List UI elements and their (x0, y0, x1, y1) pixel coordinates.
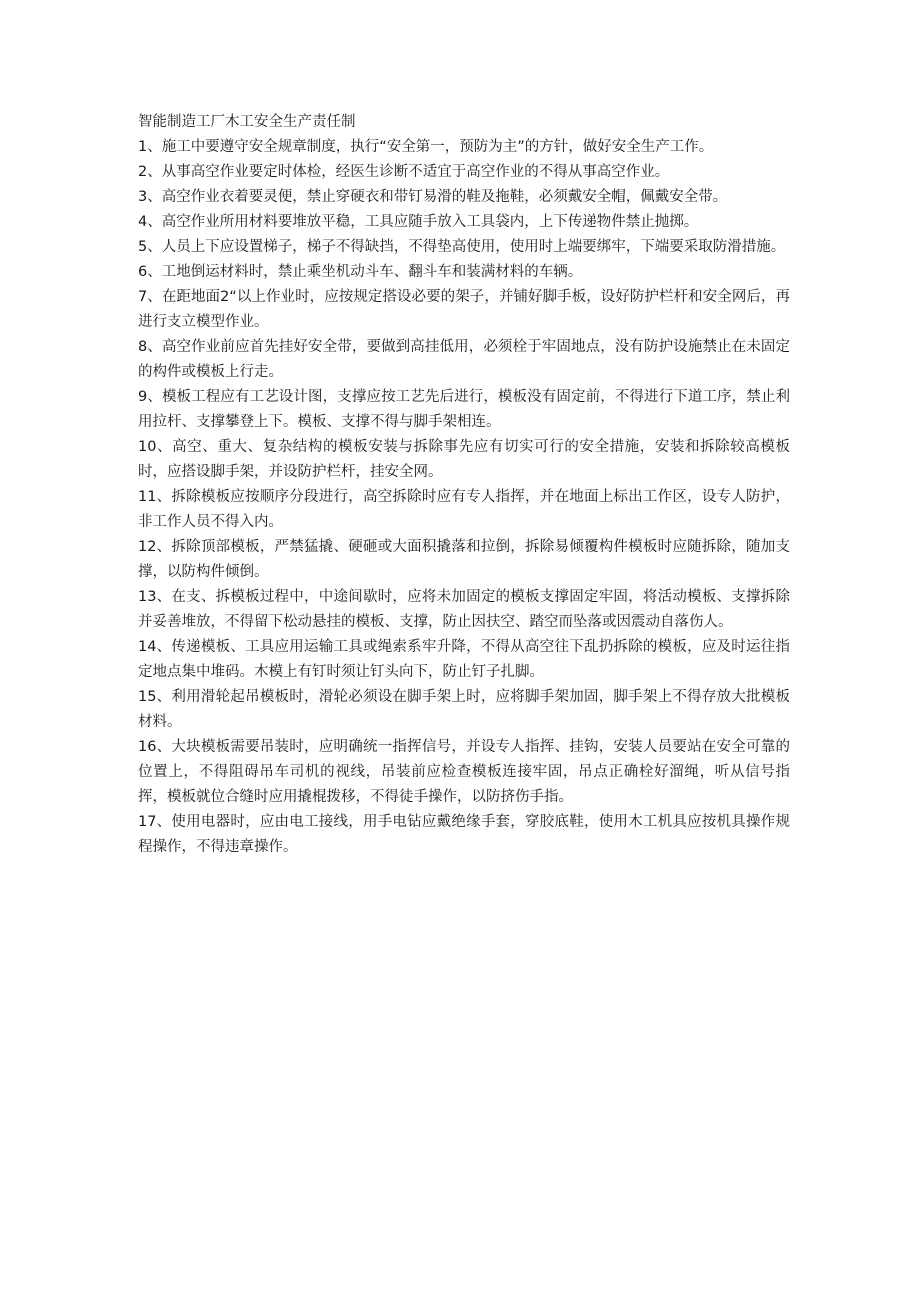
rule-item: 4、高空作业所用材料要堆放平稳，工具应随手放入工具袋内，上下传递物件禁止抛掷。 (138, 214, 699, 230)
rule-item: 15、利用滑轮起吊模板时，滑轮必须设在脚手架上时，应将脚手架加固，脚手架上不得存放大批模板材料。 (138, 689, 790, 730)
document-title: 智能制造工厂木工安全生产责任制 (138, 114, 356, 130)
rule-item: 8、高空作业前应首先挂好安全带，要做到高挂低用，必须栓于牢固地点，没有防护设施禁止在未固定的构件或模板上行走。 (138, 339, 790, 380)
rule-item: 11、拆除模板应按顺序分段进行，高空拆除时应有专人指挥，并在地面上标出工作区，设专人防护，非工作人员不得入内。 (138, 489, 790, 530)
rule-item: 13、在支、拆模板过程中，中途间歇时，应将未加固定的模板支撑固定牢固，将活动模板、支撑拆除并妥善堆放，不得留下松动悬挂的模板、支撑，防止因扶空、踏空而坠落或因震动自落伤人。 (138, 589, 790, 630)
rule-item: 1、施工中要遵守安全规章制度，执行“安全第一，预防为主”的方针，做好安全生产工作。 (138, 139, 714, 155)
rule-item: 17、使用电器时，应由电工接线，用手电钻应戴绝缘手套，穿胶底鞋，使用木工机具应按机具操作规程操作，不得违章操作。 (138, 814, 790, 855)
rule-item: 16、大块模板需要吊装时，应明确统一指挥信号，并设专人指挥、挂钩，安装人员要站在安全可靠的位置上，不得阻碍吊车司机的视线，吊装前应检查模板连接牢固，吊点正确栓好溜绳，听从信号指挥，模板就位合缝时应用撬棍拨移，不得徒手操作，以防挤伤手指。 (138, 739, 790, 805)
rule-item: 12、拆除顶部模板，严禁猛撬、硬砸或大面积撬落和拉倒，拆除易倾覆构件模板时应随拆除，随加支撑，以防构件倾倒。 (138, 539, 790, 580)
rule-item: 6、工地倒运材料时，禁止乘坐机动斗车、翻斗车和装满材料的车辆。 (138, 264, 583, 280)
rule-item: 14、传递模板、工具应用运输工具或绳索系牢升降，不得从高空往下乱扔拆除的模板，应及时运往指定地点集中堆码。木模上有钉时须让钉头向下，防止钉子扎脚。 (138, 639, 790, 680)
rule-item: 5、人员上下应设置梯子，梯子不得缺挡，不得垫高使用，使用时上端要绑牢，下端要采取防滑措施。 (138, 239, 786, 255)
document-page (138, 110, 790, 860)
rule-item: 10、高空、重大、复杂结构的模板安装与拆除事先应有切实可行的安全措施，安装和拆除较高模板时，应搭设脚手架，并设防护栏杆，挂安全网。 (138, 439, 790, 480)
rule-item: 2、从事高空作业要定时体检，经医生诊断不适宜于高空作业的不得从事高空作业。 (138, 164, 670, 180)
rule-item: 3、高空作业衣着要灵便，禁止穿硬衣和带钉易滑的鞋及拖鞋，必须戴安全帽，佩戴安全带。 (138, 189, 728, 205)
rule-item: 7、在距地面2“以上作业时，应按规定搭设必要的架子，并铺好脚手板，设好防护栏杆和安全网后，再进行支立模型作业。 (138, 289, 790, 330)
rule-item: 9、模板工程应有工艺设计图，支撑应按工艺先后进行，模板没有固定前，不得进行下道工序，禁止利用拉杆、支撑攀登上下。模板、支撑不得与脚手架相连。 (138, 389, 790, 430)
rule-list (138, 135, 790, 860)
